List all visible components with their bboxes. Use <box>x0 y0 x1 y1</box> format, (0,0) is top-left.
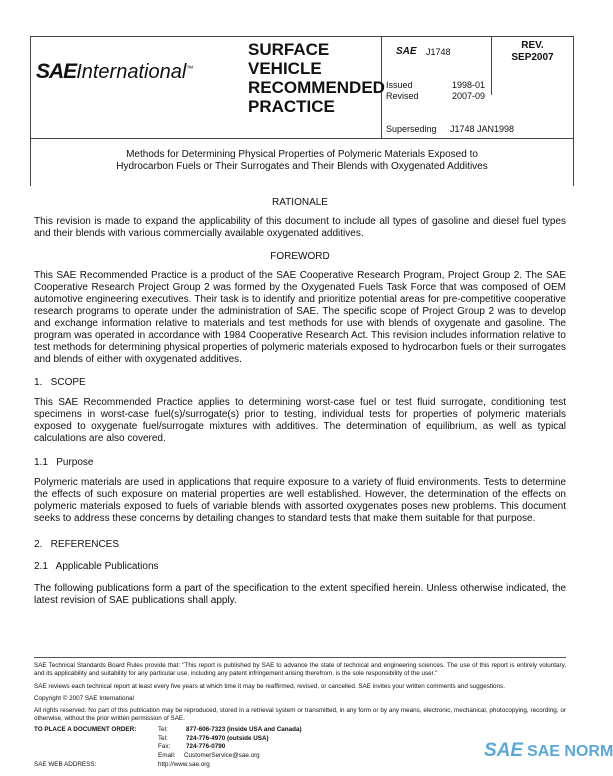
order-label: TO PLACE A DOCUMENT ORDER: <box>34 726 137 733</box>
footer-rules: SAE Technical Standards Board Rules provide that: "This report is published by SAE to advance the state of technical and engineering sciences. The use of this report is entirely voluntary, and its applicability and suitability for any particular use, including any patent infringement arising therefrom, is the sole responsibility of the user." <box>34 662 566 677</box>
scope-heading: 1. SCOPE <box>34 377 86 388</box>
footer-rights: All rights reserved. No part of this publication may be reproduced, stored in a retrieval system or transmitted, in any form or by any means, electronic, mechanical, photocopying, recording, or otherwise, without the prior written permission of SAE. <box>34 707 566 722</box>
contact-label: Tel: <box>158 726 168 733</box>
sae-norm-watermark: SAE SAE NORM <box>484 740 613 761</box>
foreword-heading: FOREWORD <box>270 251 330 262</box>
rev-value: SEP2007 <box>511 52 554 63</box>
purpose-text: Polymeric materials are used in applications that require exposure to a variety of fluid environments. Tests to determine the effects of such exposure on material properties are well established. However, the determination of the effects on polymeric materials exposed to fuels of variable blends with assorted oxygenates poses new problems. This document seeks to address these concerns by detailing changes to standard tests that make them suitable for that purpose. <box>34 477 566 524</box>
title-line: Methods for Determining Physical Properties of Polymeric Materials Exposed to <box>126 149 478 160</box>
superseding-label: Superseding <box>386 124 437 134</box>
contact-list <box>158 726 302 760</box>
references-text: The following publications form a part of the specification to the extent specified herein. Unless otherwise indicated, the latest revision of SAE publications shall apply. <box>34 583 566 606</box>
contact-row <box>158 735 302 744</box>
type-line: SURFACE <box>248 40 330 59</box>
sae-small-logo: SAE <box>396 46 417 57</box>
contact-value: 724-776-4970 (outside USA) <box>186 734 269 742</box>
scope-text: This SAE Recommended Practice applies to determining worst-case fuel or test fluid surrogate, conditioning test specimens in worst-case fuel(s)/surrogate(s) prior to testing, individual tests for properties of polymeric materials exposed to oxygenate fuel/surrogate mixtures with additives. The determination of equilibrium, as well as typical calculations are also covered. <box>34 397 566 444</box>
contact-row <box>158 752 302 761</box>
doc-number: J1748 <box>426 47 451 57</box>
type-line: RECOMMENDED <box>248 78 385 97</box>
revision <box>491 40 574 64</box>
contact-label: Email: <box>158 751 176 759</box>
revised-label: Revised <box>386 91 419 101</box>
contact-label: Tel: <box>158 734 168 742</box>
rationale-text: This revision is made to expand the applicability of this document to include all types of gasoline and diesel fuel types and their blends with various commercially available oxygenated additives. <box>34 216 566 239</box>
revised-value: 2007-09 <box>452 91 486 101</box>
footer-rule <box>34 657 566 658</box>
document-type <box>248 40 385 116</box>
logo-tm: ™ <box>186 65 194 73</box>
applicable-publications-heading: 2.1 Applicable Publications <box>34 561 159 572</box>
issued-label: Issued <box>386 80 413 90</box>
logo-text: International <box>76 61 187 83</box>
rationale-heading: RATIONALE <box>272 197 328 208</box>
type-line: PRACTICE <box>248 97 335 116</box>
title-line: Hydrocarbon Fuels or Their Surrogates and Their Blends with Oxygenated Additives <box>116 161 488 172</box>
footer-copyright: Copyright © 2007 SAE International <box>34 695 134 702</box>
rev-label: REV. <box>521 40 544 51</box>
contact-row <box>158 726 302 735</box>
contact-label: Fax: <box>158 743 171 751</box>
document-title <box>30 149 574 173</box>
issued-value: 1998-01 <box>452 80 486 90</box>
web-address-link[interactable]: http://www.sae.org <box>158 761 210 768</box>
contact-row <box>158 743 302 752</box>
web-address-label: SAE WEB ADDRESS: <box>34 761 97 768</box>
divider <box>31 138 573 139</box>
purpose-heading: 1.1 Purpose <box>34 457 94 468</box>
contact-value: 724-776-0790 <box>186 743 226 751</box>
type-line: VEHICLE <box>248 59 322 78</box>
logo-sae: SAE <box>36 60 77 83</box>
foreword-text: This SAE Recommended Practice is a product of the SAE Cooperative Research Program, Project Group 2. The SAE Cooperative Research Project Group 2 was formed by the Oxygenated Fuels Task Force that was composed of OEM automotive engineering executives. Their task is to identify and prioritize potential areas for pre-competitive cooperative research programs to operate under the administration of SAE. The specific scope of Project Group 2 was to develop and exchange information relative to materials and test methods for use with blends of oxygenate and gasoline. The program was operated in accordance with 1984 Cooperative Research Act. This revision includes information relative to test methods for determining physical properties of polymeric materials exposed to hydrocarbon fuels or their surrogates and blends of either with oxygenated additives. <box>34 270 566 365</box>
sae-international-logo <box>36 60 193 84</box>
superseding-value: J1748 JAN1998 <box>450 124 515 134</box>
references-heading: 2. REFERENCES <box>34 539 120 550</box>
watermark-text: SAE NORM <box>527 743 613 760</box>
email-link[interactable]: CustomerService@sae.org <box>184 751 260 759</box>
contact-value: 877-606-7323 (inside USA and Canada) <box>186 726 302 733</box>
footer-review: SAE reviews each technical report at least every five years at which time it may be reaffirmed, revised, or cancelled. SAE invites your written comments and suggestions. <box>34 683 505 690</box>
